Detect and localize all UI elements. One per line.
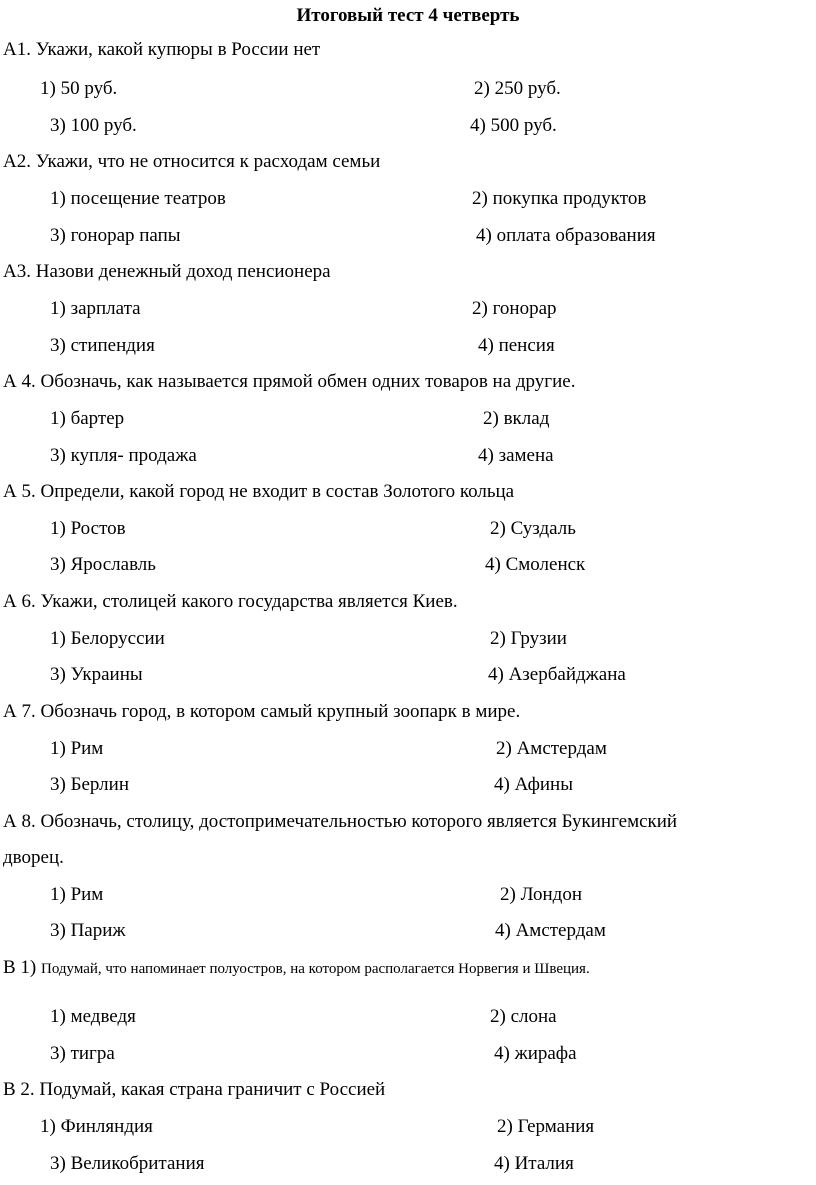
question-a7: А 7. Обозначь город, в котором самый крупный зоопарк в мире. xyxy=(3,701,521,722)
option: 1) Ростов xyxy=(50,518,126,539)
option: 4) оплата образования xyxy=(476,225,656,246)
question-a3: А3. Назови денежный доход пенсионера xyxy=(3,261,331,282)
option: 1) Белоруссии xyxy=(50,628,165,649)
option: 3) Великобритания xyxy=(50,1153,205,1174)
option: 1) зарплата xyxy=(50,298,141,319)
page-title: Итоговый тест 4 четверть xyxy=(296,5,520,26)
question-a4: А 4. Обозначь, как называется прямой обмен одних товаров на другие. xyxy=(3,371,576,392)
question-b1-text: Подумай, что напоминает полуостров, на котором располагается Норвегия и Швеция. xyxy=(41,961,590,977)
option: 1) 50 руб. xyxy=(40,78,118,99)
option: 4) Смоленск xyxy=(485,554,586,575)
option: 2) Германия xyxy=(497,1116,595,1137)
option: 1) бартер xyxy=(50,408,125,429)
option: 2) Амстердам xyxy=(496,738,607,759)
question-b1-prefix: В 1) xyxy=(3,957,37,978)
question-a8: А 8. Обозначь, столицу, достопримечательностью которого является Букингемский xyxy=(3,811,678,832)
option: 1) медведя xyxy=(50,1006,136,1027)
question-a8-continuation: дворец. xyxy=(3,847,64,868)
option: 2) Суздаль xyxy=(490,518,576,539)
question-b2: В 2. Подумай, какая страна граничит с Россией xyxy=(3,1079,386,1100)
option: 2) Лондон xyxy=(500,884,582,905)
question-a5: А 5. Определи, какой город не входит в состав Золотого кольца xyxy=(3,481,515,502)
question-b1 xyxy=(3,956,590,981)
option: 4) пенсия xyxy=(478,335,555,356)
option: 3) гонорар папы xyxy=(50,225,181,246)
option: 4) жирафа xyxy=(494,1043,577,1064)
option: 4) Азербайджана xyxy=(488,664,626,685)
option: 3) тигра xyxy=(50,1043,115,1064)
option: 3) купля- продажа xyxy=(50,445,197,466)
option: 2) Грузии xyxy=(490,628,567,649)
option: 1) Рим xyxy=(50,884,104,905)
option: 2) 250 руб. xyxy=(474,78,561,99)
option: 2) гонорар xyxy=(472,298,557,319)
option: 1) Финляндия xyxy=(40,1116,153,1137)
question-a6: А 6. Укажи, столицей какого государства является Киев. xyxy=(3,591,458,612)
option: 4) Италия xyxy=(494,1153,574,1174)
question-a2: А2. Укажи, что не относится к расходам семьи xyxy=(3,151,381,172)
option: 1) Рим xyxy=(50,738,104,759)
option: 3) Париж xyxy=(50,920,126,941)
option: 4) замена xyxy=(478,445,554,466)
option: 1) посещение театров xyxy=(50,188,226,209)
option: 2) слона xyxy=(490,1006,557,1027)
question-a1: А1. Укажи, какой купюры в России нет xyxy=(3,39,321,60)
option: 4) Афины xyxy=(494,774,573,795)
option: 3) 100 руб. xyxy=(50,115,137,136)
option: 2) вклад xyxy=(483,408,550,429)
option: 4) Амстердам xyxy=(495,920,606,941)
option: 3) Украины xyxy=(50,664,143,685)
option: 4) 500 руб. xyxy=(470,115,557,136)
option: 3) Ярославль xyxy=(50,554,156,575)
option: 3) Берлин xyxy=(50,774,129,795)
option: 2) покупка продуктов xyxy=(472,188,647,209)
option: 3) стипендия xyxy=(50,335,155,356)
